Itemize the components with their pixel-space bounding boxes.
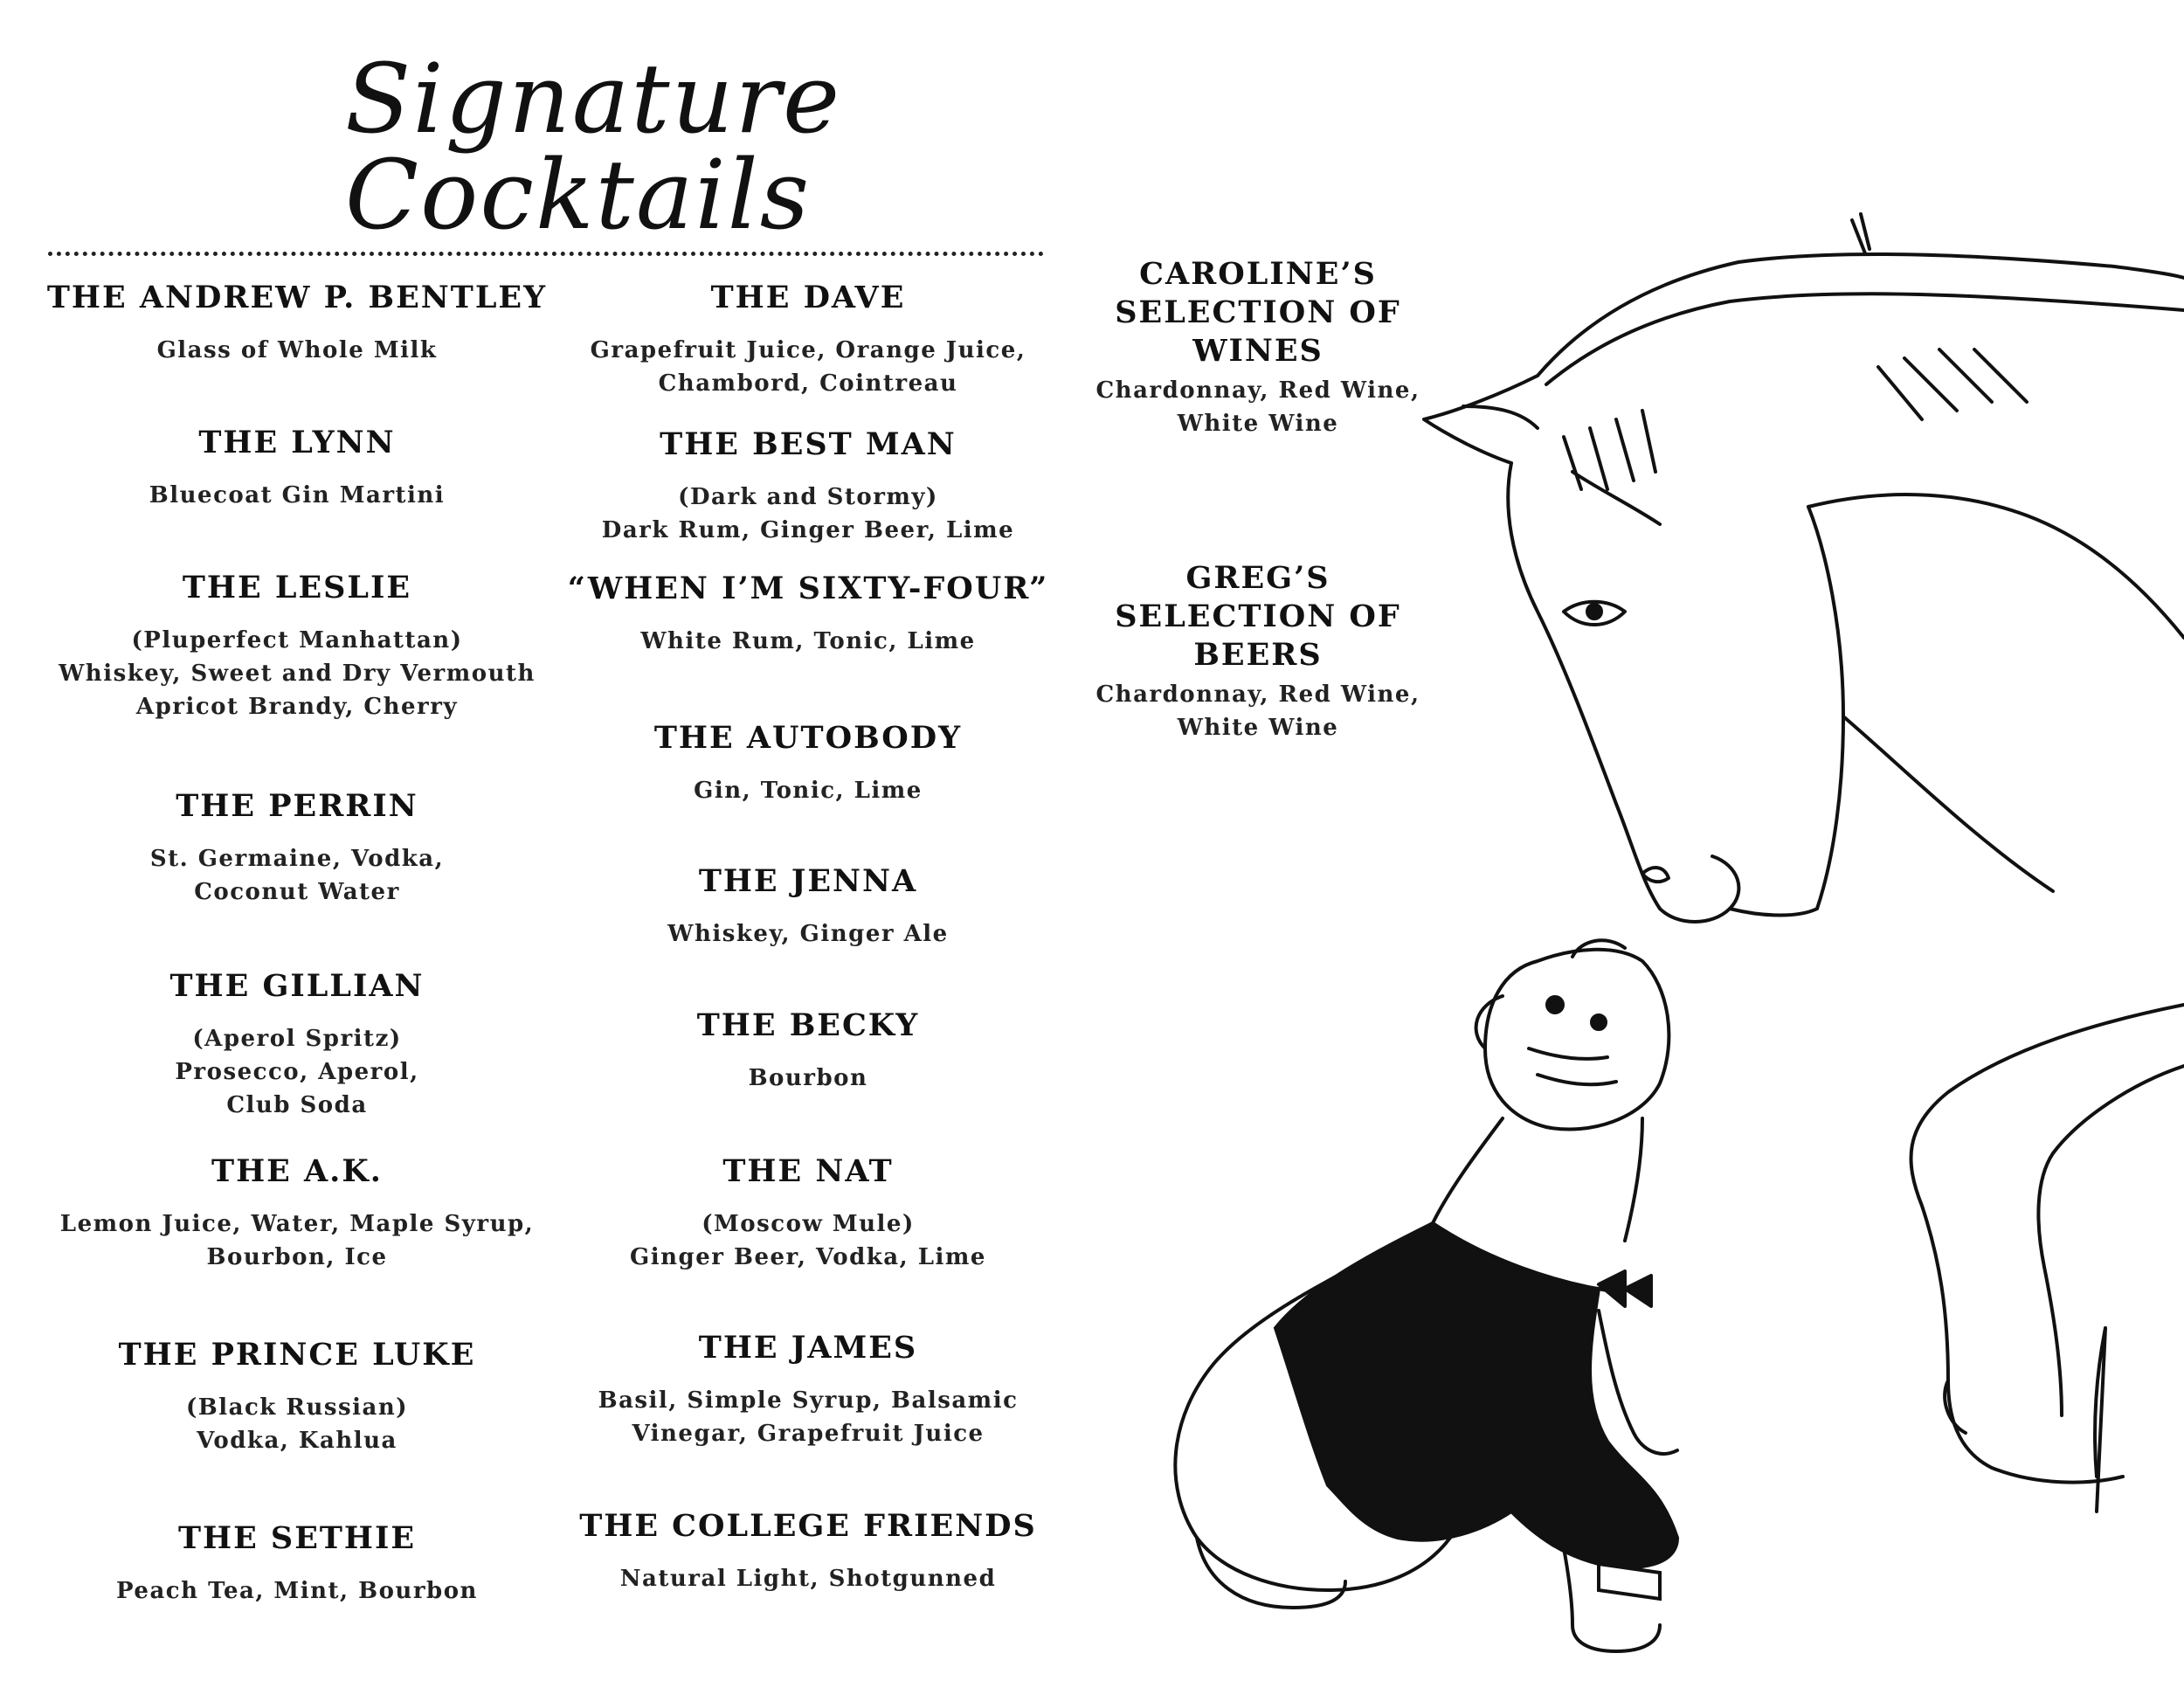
ingredient-line: (Dark and Stormy) (678, 484, 938, 510)
ingredient-line: (Moscow Mule) (702, 1211, 915, 1237)
selection-name-line: BEERS (1193, 637, 1323, 673)
drink-name: THE LYNN (198, 425, 396, 460)
ingredient-line: St. Germaine, Vodka, (149, 846, 445, 872)
ingredient-line: Bourbon, Ice (206, 1244, 388, 1270)
drink-name: THE JAMES (698, 1330, 918, 1366)
ingredient-line: Glass of Whole Milk (156, 337, 438, 363)
ingredient-line: (Aperol Spritz) (192, 1026, 402, 1052)
ingredient-line: Ginger Beer, Vodka, Lime (630, 1244, 986, 1270)
drink-name: THE DAVE (710, 280, 906, 315)
pug-cuff (1599, 1564, 1660, 1599)
menu-title-line-1: Signature (345, 43, 842, 155)
ingredient-line: (Black Russian) (185, 1394, 409, 1421)
ingredient-line: Natural Light, Shotgunned (619, 1566, 997, 1592)
option-line: Chardonnay, Red Wine, (1095, 681, 1420, 708)
ingredient-line: White Rum, Tonic, Lime (640, 628, 976, 654)
drink-name: THE AUTOBODY (653, 720, 963, 756)
ingredient-line: Apricot Brandy, Cherry (135, 694, 459, 720)
selection-name-line: CAROLINE’S (1139, 256, 1377, 292)
drink-name: THE BEST MAN (660, 426, 957, 462)
selection-name-line: WINES (1192, 333, 1324, 369)
selection-name-line: SELECTION OF (1115, 598, 1401, 634)
drink-name: THE LESLIE (182, 570, 412, 605)
ingredient-line: Vinegar, Grapefruit Juice (632, 1421, 985, 1447)
drink-name: THE GILLIAN (169, 968, 425, 1004)
ingredient-line: Chambord, Cointreau (658, 370, 958, 397)
ingredient-line: Gin, Tonic, Lime (694, 778, 923, 804)
drink-name: THE PERRIN (176, 788, 418, 824)
ingredient-line: Basil, Simple Syrup, Balsamic (598, 1387, 1019, 1414)
drink-name: THE NAT (722, 1153, 894, 1189)
ingredient-line: Grapefruit Juice, Orange Juice, (590, 337, 1026, 363)
ingredient-line: Prosecco, Aperol, (175, 1059, 419, 1085)
ingredient-line: Dark Rum, Ginger Beer, Lime (601, 517, 1015, 543)
drink-name: THE BECKY (696, 1007, 920, 1043)
ingredient-line: Coconut Water (194, 879, 400, 905)
ingredient-line: (Pluperfect Manhattan) (131, 627, 463, 654)
drink-name: THE SETHIE (177, 1520, 417, 1556)
selection-name-line: GREG’S (1185, 560, 1330, 596)
ingredient-line: Whiskey, Ginger Ale (667, 921, 949, 947)
option-line: Chardonnay, Red Wine, (1095, 377, 1420, 404)
drink-name: THE COLLEGE FRIENDS (579, 1508, 1037, 1544)
drink-name: “WHEN I’M SIXTY-FOUR” (567, 571, 1049, 606)
selection-name-line: SELECTION OF (1115, 294, 1401, 330)
ingredient-line: Club Soda (226, 1092, 368, 1118)
drink-name: THE ANDREW P. BENTLEY (46, 280, 548, 315)
ingredient-line: Bluecoat Gin Martini (149, 482, 446, 508)
ingredient-line: Vodka, Kahlua (197, 1428, 397, 1454)
drink-name: THE PRINCE LUKE (118, 1337, 476, 1373)
ingredient-line: Bourbon (748, 1065, 868, 1091)
ingredient-line: Lemon Juice, Water, Maple Syrup, (59, 1211, 535, 1237)
ingredient-line: Whiskey, Sweet and Dry Vermouth (59, 661, 536, 687)
menu-title-line-2: Cocktails (345, 139, 812, 251)
ingredient-line: Peach Tea, Mint, Bourbon (116, 1578, 478, 1604)
option-line: White Wine (1177, 411, 1339, 437)
drink-name: THE JENNA (698, 863, 918, 899)
option-line: White Wine (1177, 715, 1339, 741)
drink-name: THE A.K. (211, 1153, 383, 1189)
